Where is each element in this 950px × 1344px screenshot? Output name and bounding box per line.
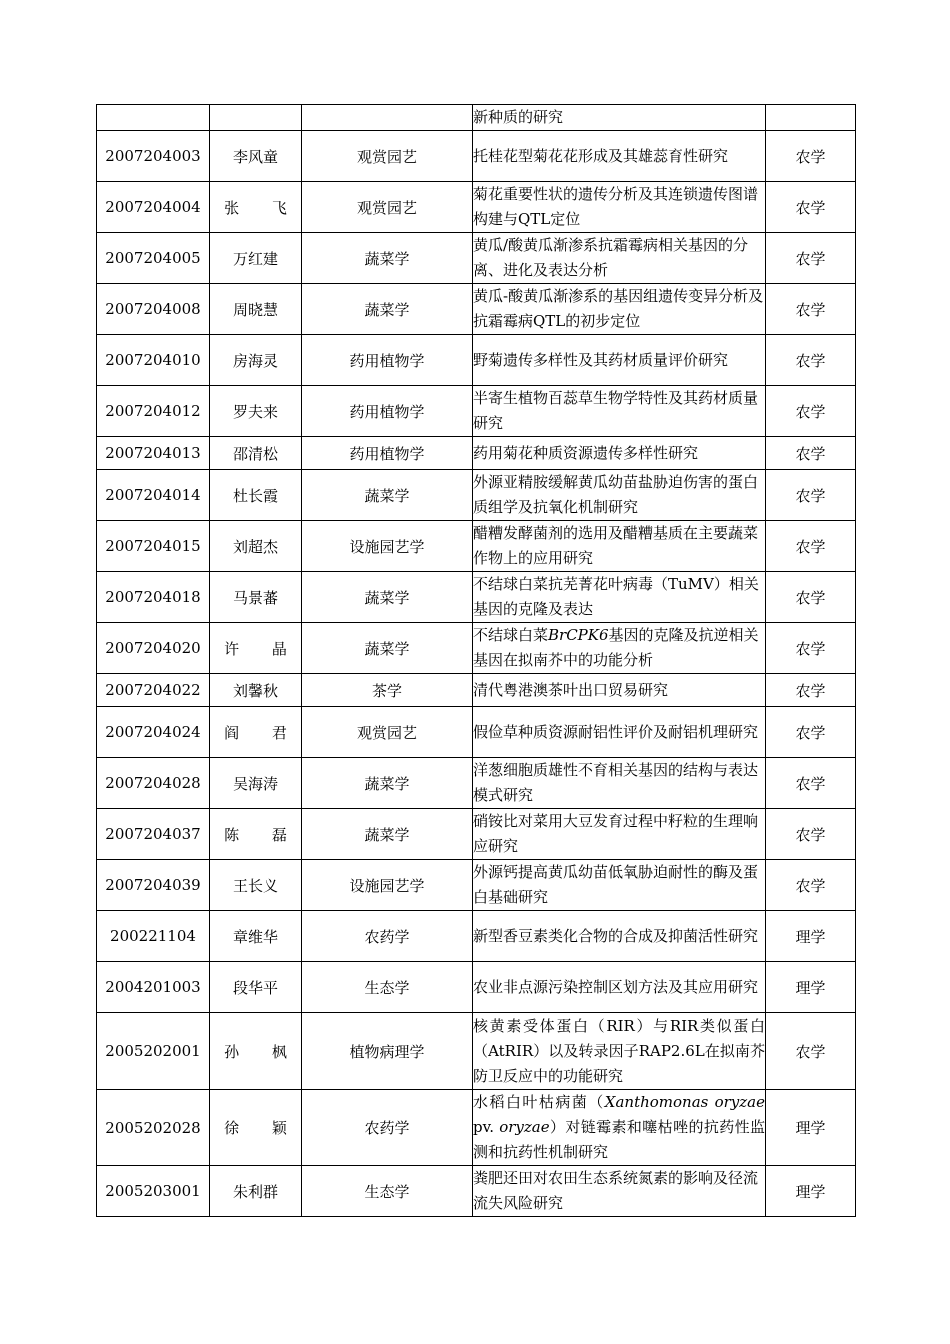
student-id-cell: 2007204020 [97, 623, 210, 674]
major-cell: 观赏园艺 [302, 131, 473, 182]
student-name-text: 许 晶 [224, 639, 301, 658]
table-row [97, 233, 856, 284]
thesis-title-cell: 黄瓜-酸黄瓜渐渗系的基因组遗传变异分析及抗霜霉病QTL的初步定位 [473, 284, 766, 335]
table-row [97, 437, 856, 470]
table-row [97, 182, 856, 233]
student-id-cell [97, 105, 210, 131]
thesis-title-part: 不结球白菜 [473, 626, 549, 644]
student-name-cell [210, 105, 302, 131]
student-name-cell: 杜长霞 [210, 470, 302, 521]
student-name-cell: 万红建 [210, 233, 302, 284]
degree-cell: 理学 [766, 911, 856, 962]
table-row [97, 911, 856, 962]
degree-cell: 农学 [766, 623, 856, 674]
student-name-cell: 邵清松 [210, 437, 302, 470]
thesis-title-part: 水稻白叶枯病菌（ [473, 1093, 605, 1111]
student-name-cell [210, 1013, 302, 1090]
degree-cell: 农学 [766, 860, 856, 911]
student-id-cell: 2007204005 [97, 233, 210, 284]
table-row [97, 470, 856, 521]
table-row [97, 674, 856, 707]
degree-cell: 农学 [766, 707, 856, 758]
table-row [97, 335, 856, 386]
thesis-title-cell: 药用菊花种质资源遗传多样性研究 [473, 437, 766, 470]
student-name-text: 徐 颖 [224, 1119, 301, 1137]
student-name-cell [210, 809, 302, 860]
thesis-title-cell: 清代粤港澳茶叶出口贸易研究 [473, 674, 766, 707]
student-name-cell: 李风童 [210, 131, 302, 182]
thesis-title-cell: 黄瓜/酸黄瓜渐渗系抗霜霉病相关基因的分离、进化及表达分析 [473, 233, 766, 284]
degree-cell: 农学 [766, 572, 856, 623]
degree-cell: 理学 [766, 1166, 856, 1217]
major-cell: 农药学 [302, 911, 473, 962]
table-row [97, 284, 856, 335]
degree-cell: 农学 [766, 1013, 856, 1090]
student-id-cell: 2007204003 [97, 131, 210, 182]
degree-cell: 农学 [766, 182, 856, 233]
student-id-cell: 2007204039 [97, 860, 210, 911]
student-name-cell: 吴海涛 [210, 758, 302, 809]
student-id-cell: 2007204015 [97, 521, 210, 572]
table-row [97, 1090, 856, 1166]
student-name-text: 陈 磊 [224, 825, 301, 844]
degree-cell: 农学 [766, 521, 856, 572]
major-cell: 蔬菜学 [302, 623, 473, 674]
student-id-cell: 2007204037 [97, 809, 210, 860]
degree-cell: 理学 [766, 1090, 856, 1166]
major-cell: 生态学 [302, 1166, 473, 1217]
table-row [97, 521, 856, 572]
student-name-cell [210, 623, 302, 674]
student-id-cell: 2007204012 [97, 386, 210, 437]
major-cell: 茶学 [302, 674, 473, 707]
thesis-title-cell: 新型香豆素类化合物的合成及抑菌活性研究 [473, 911, 766, 962]
thesis-title-cell: 硝铵比对菜用大豆发育过程中籽粒的生理响应研究 [473, 809, 766, 860]
student-id-cell: 2007204010 [97, 335, 210, 386]
degree-cell: 农学 [766, 131, 856, 182]
table-row [97, 386, 856, 437]
thesis-title-part: 基因的克隆及抗逆相关基因在拟南芥中的功能分析 [473, 626, 759, 669]
major-cell: 蔬菜学 [302, 758, 473, 809]
degree-cell: 农学 [766, 809, 856, 860]
student-id-cell: 2007204022 [97, 674, 210, 707]
student-id-cell: 200221104 [97, 911, 210, 962]
major-cell: 观赏园艺 [302, 182, 473, 233]
thesis-title-cell: 粪肥还田对农田生态系统氮素的影响及径流流失风险研究 [473, 1166, 766, 1217]
thesis-records-table [96, 104, 856, 1217]
major-cell: 观赏园艺 [302, 707, 473, 758]
gene-name: BrCPK6 [548, 626, 609, 644]
table-row [97, 758, 856, 809]
pathovar-name: oryzae [499, 1118, 550, 1136]
student-name-cell: 周晓慧 [210, 284, 302, 335]
major-cell: 药用植物学 [302, 335, 473, 386]
thesis-title-cell: 半寄生植物百蕊草生物学特性及其药材质量研究 [473, 386, 766, 437]
major-cell: 药用植物学 [302, 386, 473, 437]
thesis-title-part: pv. [473, 1118, 500, 1136]
student-id-cell: 2007204028 [97, 758, 210, 809]
thesis-title-cell: 农业非点源污染控制区划方法及其应用研究 [473, 962, 766, 1013]
major-cell: 蔬菜学 [302, 284, 473, 335]
student-name-cell: 章维华 [210, 911, 302, 962]
degree-cell: 农学 [766, 335, 856, 386]
degree-cell: 农学 [766, 674, 856, 707]
student-name-text: 张 飞 [224, 198, 301, 217]
thesis-title-cell: 洋葱细胞质雄性不育相关基因的结构与表达模式研究 [473, 758, 766, 809]
table-row [97, 860, 856, 911]
major-cell: 蔬菜学 [302, 233, 473, 284]
degree-cell: 农学 [766, 470, 856, 521]
table-row [97, 1013, 856, 1090]
major-cell: 植物病理学 [302, 1013, 473, 1090]
degree-cell: 理学 [766, 962, 856, 1013]
student-name-cell [210, 1090, 302, 1166]
table-row [97, 809, 856, 860]
major-cell: 设施园艺学 [302, 860, 473, 911]
table-row [97, 131, 856, 182]
degree-cell: 农学 [766, 233, 856, 284]
student-name-cell: 刘超杰 [210, 521, 302, 572]
student-id-cell: 2007204014 [97, 470, 210, 521]
student-id-cell: 2007204004 [97, 182, 210, 233]
major-cell: 蔬菜学 [302, 809, 473, 860]
thesis-title-cell [473, 623, 766, 674]
table-row [97, 707, 856, 758]
student-name-cell [210, 182, 302, 233]
thesis-title-cell: 托桂花型菊花花形成及其雄蕊育性研究 [473, 131, 766, 182]
major-cell [302, 105, 473, 131]
degree-cell: 农学 [766, 758, 856, 809]
student-name-cell: 段华平 [210, 962, 302, 1013]
table-row [97, 623, 856, 674]
student-id-cell: 2007204013 [97, 437, 210, 470]
thesis-title-cell: 野菊遗传多样性及其药材质量评价研究 [473, 335, 766, 386]
thesis-title-cell: 新种质的研究 [473, 105, 766, 131]
student-id-cell: 2005203001 [97, 1166, 210, 1217]
student-id-cell: 2005202001 [97, 1013, 210, 1090]
thesis-title-cell [473, 1090, 766, 1166]
student-id-cell: 2007204018 [97, 572, 210, 623]
thesis-title-cell: 菊花重要性状的遗传分析及其连锁遗传图谱构建与QTL定位 [473, 182, 766, 233]
degree-cell: 农学 [766, 386, 856, 437]
major-cell: 设施园艺学 [302, 521, 473, 572]
major-cell: 药用植物学 [302, 437, 473, 470]
student-id-cell: 2007204008 [97, 284, 210, 335]
degree-cell [766, 105, 856, 131]
table-row [97, 105, 856, 131]
degree-cell: 农学 [766, 437, 856, 470]
student-name-cell: 朱利群 [210, 1166, 302, 1217]
student-id-cell: 2007204024 [97, 707, 210, 758]
student-name-cell: 房海灵 [210, 335, 302, 386]
table-row [97, 962, 856, 1013]
student-name-cell [210, 707, 302, 758]
thesis-title-cell: 假俭草种质资源耐铝性评价及耐铝机理研究 [473, 707, 766, 758]
thesis-title-cell: 核黄素受体蛋白（RIR）与RIR类似蛋白（AtRIR）以及转录因子RAP2.6L在拟南芥防卫反应中的功能研究 [473, 1013, 766, 1090]
student-name-cell: 马景蕃 [210, 572, 302, 623]
student-name-text: 孙 枫 [224, 1042, 301, 1061]
thesis-title-cell: 外源钙提高黄瓜幼苗低氧胁迫耐性的酶及蛋白基础研究 [473, 860, 766, 911]
table-row [97, 572, 856, 623]
thesis-title-cell: 外源亚精胺缓解黄瓜幼苗盐胁迫伤害的蛋白质组学及抗氧化机制研究 [473, 470, 766, 521]
major-cell: 生态学 [302, 962, 473, 1013]
thesis-title-cell: 不结球白菜抗芜菁花叶病毒（TuMV）相关基因的克隆及表达 [473, 572, 766, 623]
student-name-cell: 刘馨秋 [210, 674, 302, 707]
student-id-cell: 2005202028 [97, 1090, 210, 1166]
species-name: Xanthomonas oryzae [604, 1093, 765, 1111]
student-name-cell: 王长义 [210, 860, 302, 911]
table-row [97, 1166, 856, 1217]
student-id-cell: 2004201003 [97, 962, 210, 1013]
student-name-cell: 罗夫来 [210, 386, 302, 437]
major-cell: 农药学 [302, 1090, 473, 1166]
degree-cell: 农学 [766, 284, 856, 335]
major-cell: 蔬菜学 [302, 470, 473, 521]
thesis-title-cell: 醋糟发酵菌剂的选用及醋糟基质在主要蔬菜作物上的应用研究 [473, 521, 766, 572]
major-cell: 蔬菜学 [302, 572, 473, 623]
student-name-text: 阎 君 [224, 723, 301, 742]
thesis-title-part: ）对链霉素和噻枯唑的抗药性监测和抗药性机制研究 [473, 1118, 765, 1161]
